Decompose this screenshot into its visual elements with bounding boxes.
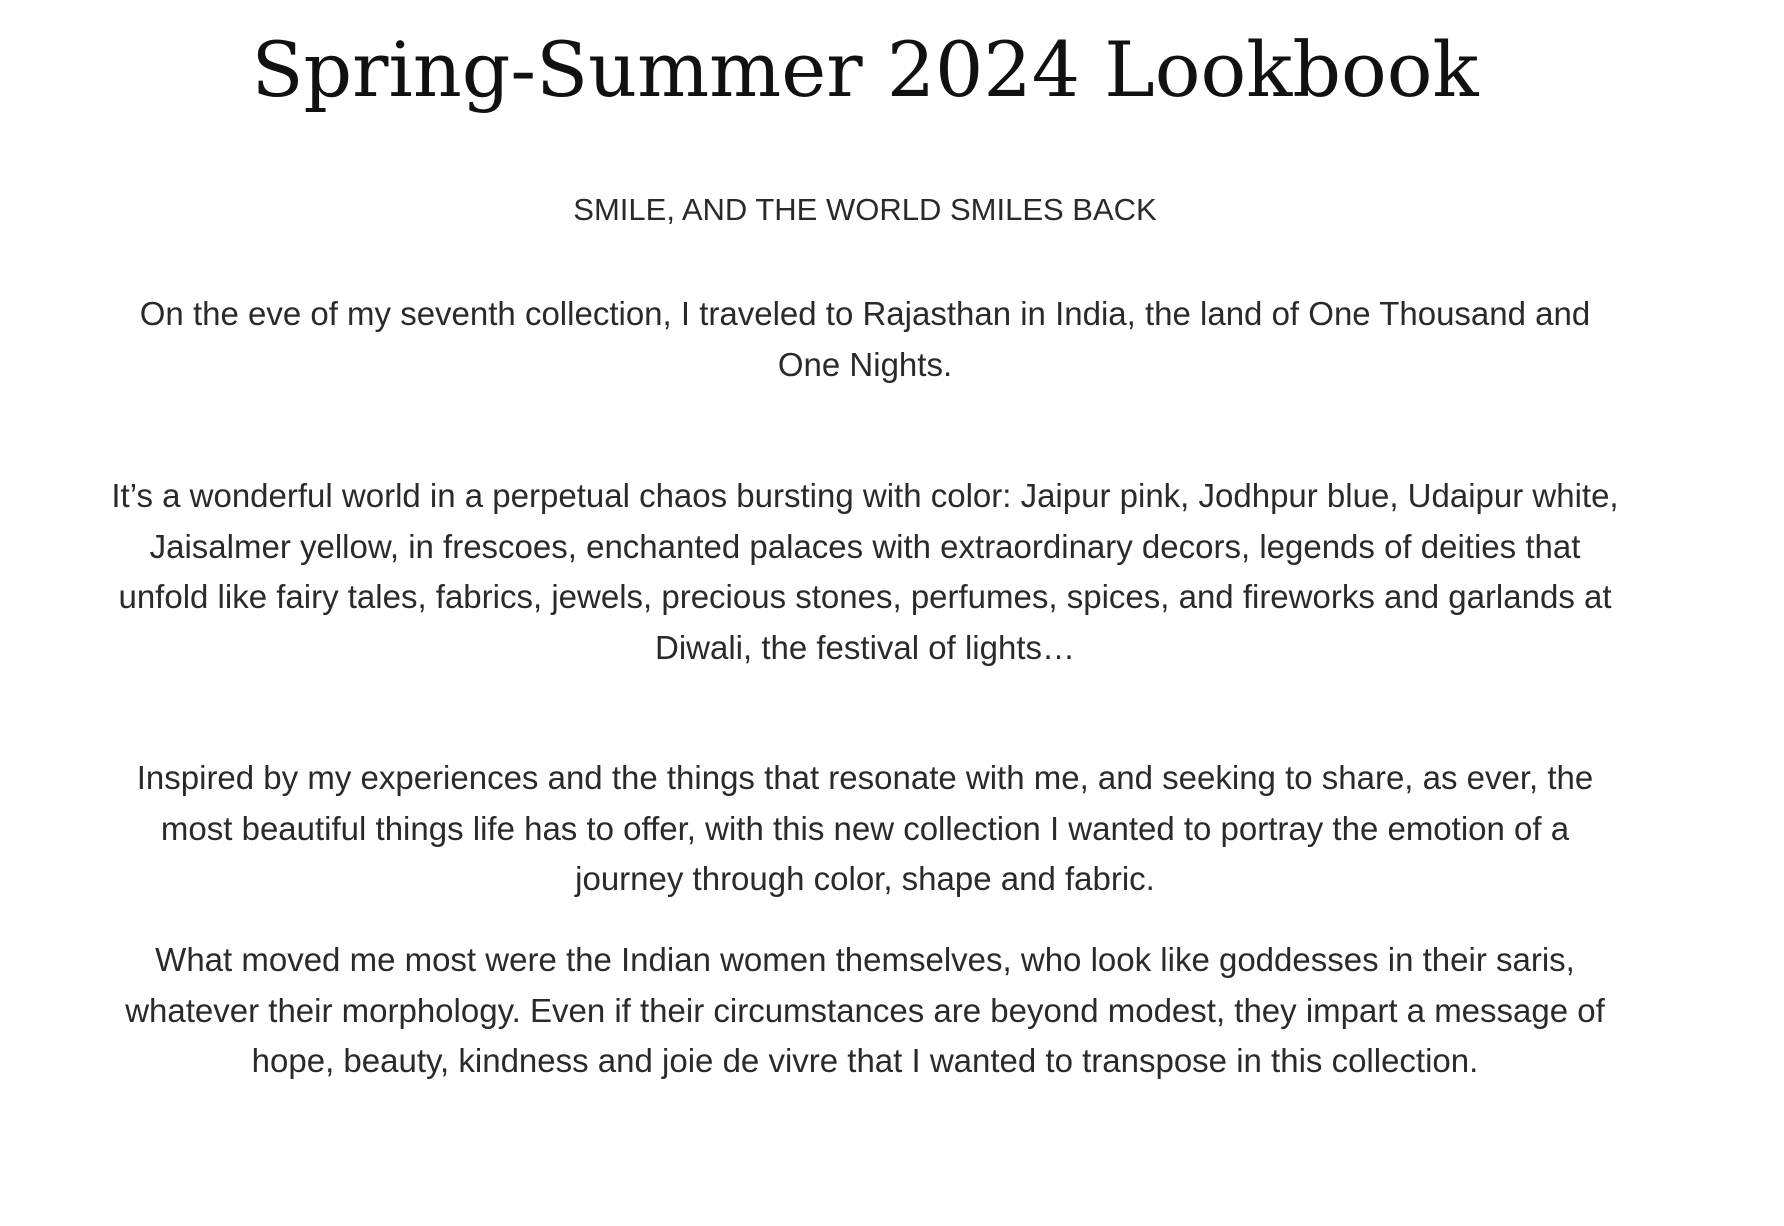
rajasthan-paragraph: It’s a wonderful world in a perpetual chaos bursting with color: Jaipur pink, Jodhpur blue, Udaipur white, Jaisalmer yellow, in frescoes, enchanted palaces with extraordinary decors, legends of deities that unfold like fairy tales, fabrics, jewels, precious stones, perfumes, spices, and fireworks and garlands at Diwali, the festival of lights… (111, 477, 1619, 666)
women-paragraph-line-2: whatever their morphology. Even if their circumstances are beyond modest, they impart a message of hope, beauty, kindness and joie de vivre that I wanted to transpose in this collection. (125, 991, 1605, 1079)
women-paragraph (105, 935, 1625, 1087)
women-paragraph-line-1: What moved me most were the Indian women themselves, who look like goddesses in their saris, (155, 941, 1575, 978)
intro-paragraph: On the eve of my seventh collection, I traveled to Rajasthan in India, the land of One Thousand and One Nights. (139, 295, 1591, 383)
page-title: Spring-Summer 2024 Lookbook (251, 25, 1479, 114)
inspiration-paragraph: Inspired by my experiences and the things that resonate with me, and seeking to share, as ever, the most beautiful things life has to offer, with this new collection I wanted to portray the emotion of a journey through color, shape and fabric. (136, 759, 1594, 897)
page-subtitle: SMILE, AND THE WORLD SMILES BACK (573, 192, 1157, 227)
